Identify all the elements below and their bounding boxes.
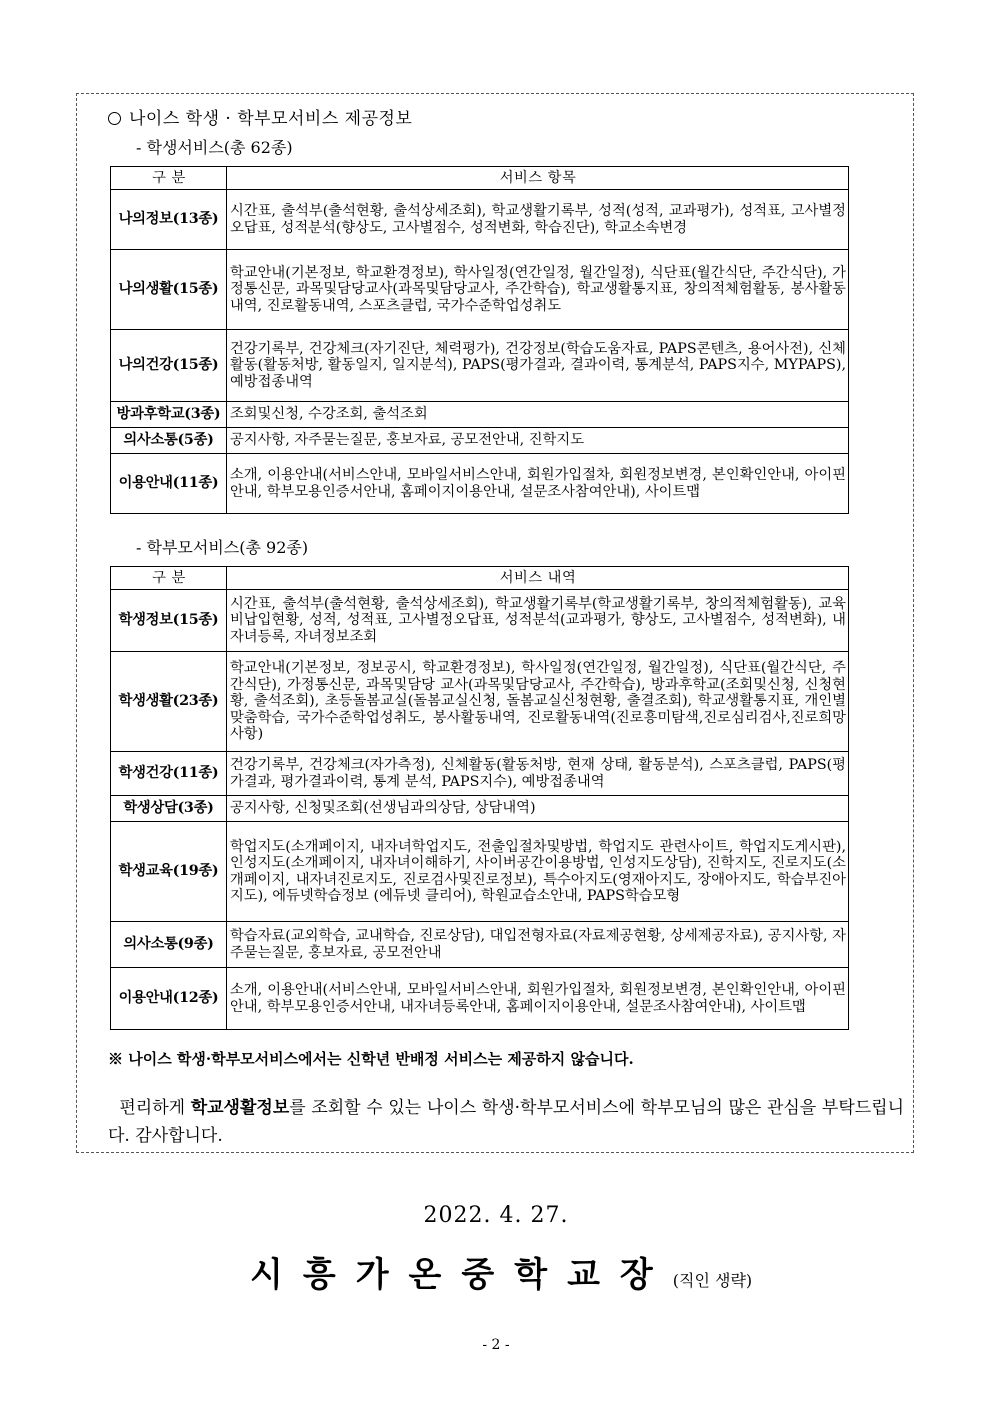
school-signature	[250, 1247, 752, 1296]
row-category: 나의정보(13종)	[111, 190, 227, 250]
circle-bullet-icon	[108, 112, 121, 125]
row-category: 학생정보(15종)	[111, 590, 227, 652]
header-category: 구 분	[111, 567, 227, 590]
school-name: 시흥가온중학교장	[250, 1255, 673, 1295]
table-header-row	[111, 567, 849, 590]
table-row	[111, 752, 849, 796]
table-row	[111, 822, 849, 922]
parent-service-table	[110, 566, 849, 1030]
row-category: 이용안내(12종)	[111, 968, 227, 1030]
table-row	[111, 652, 849, 752]
row-content: 학업지도(소개페이지, 내자녀학업지도, 전출입절차및방법, 학업지도 관련사이트, 학업지도게시판), 인성지도(소개페이지, 내자녀이해하기, 사이버공간이용방법, 인성지도상담), 진학지도, 진로지도(소개페이지, 내자녀진로지도, 진로검사및진로정보), 특수아지도(영재아지도, 장애아지도, 학습부진아지도), 에듀넷학습정보 (에듀넷 클리어), 학원교습소안내, PAPS학습모형	[227, 822, 849, 922]
row-category: 학생생활(23종)	[111, 652, 227, 752]
note-text: ※ 나이스 학생·학부모서비스에서는 신학년 반배정 서비스는 제공하지 않습니다.	[108, 1050, 634, 1068]
row-category: 학생교육(19종)	[111, 822, 227, 922]
row-category: 의사소통(9종)	[111, 922, 227, 968]
table-row	[111, 402, 849, 428]
row-category: 방과후학교(3종)	[111, 402, 227, 428]
row-category: 나의건강(15종)	[111, 330, 227, 402]
header-category: 구 분	[111, 167, 227, 190]
table-row	[111, 968, 849, 1030]
row-content: 시간표, 출석부(출석현황, 출석상세조회), 학교생활기록부, 성적(성적, 교과평가), 성적표, 고사별정오답표, 성적분석(향상도, 고사별점수, 성적변화, 학습진단), 학교소속변경	[227, 190, 849, 250]
row-content: 소개, 이용안내(서비스안내, 모바일서비스안내, 회원가입절차, 회원정보변경, 본인확인안내, 아이핀안내, 학부모용인증서안내, 내자녀등록안내, 홈페이지이용안내, 설문조사참여안내), 사이트맵	[227, 968, 849, 1030]
table-row	[111, 330, 849, 402]
closing-paragraph: 편리하게 학교생활정보를 조회할 수 있는 나이스 학생·학부모서비스에 학부모님의 많은 관심을 부탁드립니다. 감사합니다.	[108, 1098, 905, 1146]
row-category: 학생상담(3종)	[111, 796, 227, 822]
closing-emphasis: 학교생활정보	[190, 1098, 290, 1118]
seal-omitted-note: (직인 생략)	[672, 1271, 753, 1290]
row-category: 의사소통(5종)	[111, 428, 227, 454]
row-content: 공지사항, 자주묻는질문, 홍보자료, 공모전안내, 진학지도	[227, 428, 849, 454]
row-content: 건강기록부, 건강체크(자가측정), 신체활동(활동처방, 현재 상태, 활동분석), 스포츠클럽, PAPS(평가결과, 평가결과이력, 통계 분석, PAPS지수), 예방접종내역	[227, 752, 849, 796]
header-items: 서비스 항목	[227, 167, 849, 190]
document-date: 2022. 4. 27.	[423, 1203, 569, 1228]
header-items: 서비스 내역	[227, 567, 849, 590]
table-row	[111, 190, 849, 250]
row-category: 나의생활(15종)	[111, 250, 227, 330]
row-category: 이용안내(11종)	[111, 454, 227, 514]
table-row	[111, 250, 849, 330]
row-content: 시간표, 출석부(출석현황, 출석상세조회), 학교생활기록부(학교생활기록부, 창의적체험활동), 교육비납입현황, 성적, 성적표, 고사별정오답표, 성적분석(교과평가, 향상도, 고사별점수, 성적변화), 내자녀등록, 자녀정보조회	[227, 590, 849, 652]
row-content: 조회및신청, 수강조회, 출석조회	[227, 402, 849, 428]
table-row	[111, 428, 849, 454]
row-content: 소개, 이용안내(서비스안내, 모바일서비스안내, 회원가입절차, 회원정보변경, 본인확인안내, 아이핀안내, 학부모용인증서안내, 홈페이지이용안내, 설문조사참여안내), 사이트맵	[227, 454, 849, 514]
row-category: 학생건강(11종)	[111, 752, 227, 796]
row-content: 학교안내(기본정보, 정보공시, 학교환경정보), 학사일정(연간일정, 월간일정), 식단표(월간식단, 주간식단), 가정통신문, 과목및담당 교사(과목및담당교사, 주간학습), 방과후학교(조회및신청, 신청현황, 출석조회), 초등돌봄교실(돌봄교실신청, 돌봄교실신청현황, 출결조회), 학교생활통지표, 개인별맞춤학습, 국가수준학업성취도, 봉사활동내역, 진로활동내역(진로흥미탐색,진로심리검사,진로희망사항)	[227, 652, 849, 752]
table-header-row	[111, 167, 849, 190]
row-content: 학교안내(기본정보, 학교환경정보), 학사일정(연간일정, 월간일정), 식단표(월간식단, 주간식단), 가정통신문, 과목및담당교사(과목및담당교사, 주간학습), 학교생활통지표, 창의적체험활동, 봉사활동내역, 진로활동내역, 스포츠클럽, 국가수준학업성취도	[227, 250, 849, 330]
row-content: 건강기록부, 건강체크(자기진단, 체력평가), 건강정보(학습도움자료, PAPS콘텐츠, 용어사전), 신체활동(활동처방, 활동일지, 일지분석), PAPS(평가결과, 결과이력, 통계분석, PAPS지수, MYPAPS), 예방접종내역	[227, 330, 849, 402]
table-row	[111, 922, 849, 968]
section-title: 나이스 학생 · 학부모서비스 제공정보	[108, 104, 412, 129]
student-service-table	[110, 166, 849, 514]
table-row	[111, 454, 849, 514]
parent-service-subtitle: - 학부모서비스(총 92종)	[136, 538, 309, 557]
row-content: 학습자료(교외학습, 교내학습, 진로상담), 대입전형자료(자료제공현황, 상세제공자료), 공지사항, 자주묻는질문, 홍보자료, 공모전안내	[227, 922, 849, 968]
page-number: - 2 -	[482, 1337, 510, 1353]
row-content: 공지사항, 신청및조회(선생님과의상담, 상담내역)	[227, 796, 849, 822]
table-row	[111, 796, 849, 822]
student-service-subtitle: - 학생서비스(총 62종)	[136, 138, 293, 157]
table-row	[111, 590, 849, 652]
